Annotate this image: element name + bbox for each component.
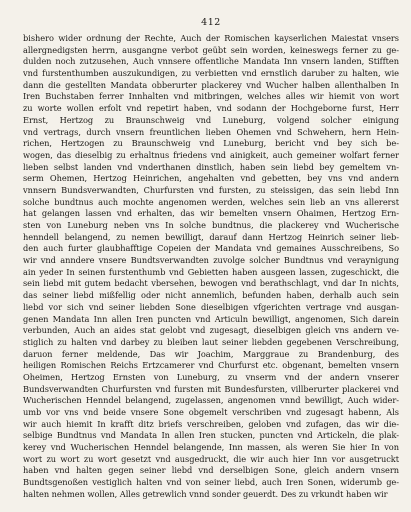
body-text bbox=[23, 33, 399, 501]
text-line: wort zu wort zu wort gesetzt vnd ausgedruckt, die wir auch hier Inn vor ausgetruckt bbox=[23, 453, 399, 464]
text-line: sten von Luneburg neben vns In solche bundtnus, die plackerey vnd Wucherische bbox=[23, 220, 399, 230]
text-line: vnnsern Bundsverwandten, Churfursten vnd fursten, zu steissigen, das sein liebd Inn bbox=[23, 184, 399, 195]
text-line: wir vnd anndere vnsere Bundtsverwandten zuvolge solcher Bundtnus vnd veraynigung bbox=[23, 255, 399, 266]
text-line: vnd vertrags, durch vnsern freuntlichen lieben Ohemen vnd Schwehern, hern Hein- bbox=[23, 126, 399, 137]
text-line: solche bundtnus auch mochte angenomen werden, welches sein lieb an vns allererst bbox=[23, 196, 399, 207]
text-line: dann die gestellten Mandata obberurter plackerey vnd Wucher halben allenthalben In bbox=[23, 79, 399, 90]
text-line: verbunden, Auch an aides stat gelobt vnd zugesagt, dieselbigen gleich vns andern ve- bbox=[23, 325, 399, 336]
text-line: allergnedigsten herrn, ausgangne verbot geübt sein worden, keineswegs ferner zu ge- bbox=[23, 44, 399, 55]
text-line: Bundtsgenoßen vestiglich halten vnd von seiner liebd, auch Iren Sonen, widerumb ge- bbox=[23, 477, 399, 488]
text-line: vnd furstenthumben auszukundigen, zu verbietten vnd ernstlich daruber zu halten, wie bbox=[23, 68, 399, 79]
text-line: hat gelangen lassen vnd erhalten, das wir bemelten vnsern Ohaimen, Hertzog Ern- bbox=[23, 208, 399, 219]
text-line: sein liebd mit gutem bedacht vbersehen, bewogen vnd berathschlagt, vnd dar In nichts, bbox=[23, 278, 399, 289]
text-line: liebd vor sich vnd seiner liebden Sone dieselbigen vfgerichten vertrage vnd ausgan- bbox=[23, 301, 399, 312]
text-line: lieben selbst landen vnd vnderthanen dinstlich, haben sein liebd bey gemeltem vn- bbox=[23, 161, 399, 172]
text-line: wogen, das dieselbig zu erhaltnus friedens vnd ainigkeit, auch gemeiner wolfart ferner bbox=[23, 149, 399, 160]
text-line: Iren Buchstaben ferrer Innhalten vnd mitbringen, welches alles wir hiemit von wort bbox=[23, 91, 399, 102]
text-line: Oheimen, Hertzog Ernsten von Luneburg, zu vnserm vnd der andern vnserer bbox=[23, 371, 399, 382]
text-line: genen Mandata Inn allen Iren puncten vnd Articuln bewilligt, angenomen, Sich darein bbox=[23, 313, 399, 324]
text-line: dulden noch zutzusehen, Auch vnnsere offentliche Mandata Inn vnsern landen, Stifften bbox=[23, 56, 399, 67]
text-line: Ernst, Hertzog zu Braunschweig vnd Luneburg, volgend solcher einigung bbox=[23, 114, 399, 125]
text-line: stiglich zu halten vnd darbey zu bleiben laut seiner liebden gegebenen Verschreibung, bbox=[23, 336, 399, 347]
text-line: heiligen Romischen Reichs Ertzcamerer vnd Churfurst etc. obgenant, bemelten vnsern bbox=[23, 360, 399, 371]
text-line: das seiner liebd mißfellig oder nicht annemlich, befunden haben, derhalb auch sein bbox=[23, 290, 399, 301]
text-line: bishero wider ordnung der Rechte, Auch der Romischen kayserlichen Maiestat vnsers bbox=[23, 33, 399, 43]
text-line: richen, Hertzogen zu Braunschweig vnd Luneburg, bericht vnd bey sich be- bbox=[23, 138, 399, 149]
text-line: haben vnd halten gegen seiner liebd vnd derselbigen Sone, gleich andern vnsern bbox=[23, 465, 399, 476]
text-line: Bundsverwandten Churfursten vnd fursten mit Bundesfursten, villberurter plackerei vnd bbox=[23, 383, 399, 394]
text-line: selbige Bundtnus vnd Mandata In allen Iren stucken, puncten vnd Artickeln, die plak- bbox=[23, 430, 399, 441]
text-line: kerey vnd Wucherischen Henndel belangende, Inn massen, als weren Sie hier In von bbox=[23, 442, 399, 453]
text-line: Wucherischen Henndel belangend, zugelassen, angenomen vnnd bewilligt, Auch wider- bbox=[23, 395, 399, 406]
text-line: zu worte wollen erfolt vnd repetirt haben, vnd sodann der Hochgeborne furst, Herr bbox=[23, 103, 399, 114]
text-line: ain yeder In seinen furstenthumb vnd Gebietten haben ausgeen lassen, zugeschickt, die bbox=[23, 266, 399, 277]
page-number: 412 bbox=[201, 17, 221, 28]
text-line: daruon ferner meldende, Das wir Joachim, Marggraue zu Brandenburg, des bbox=[23, 348, 399, 359]
text-line: henndell belangend, zu nemen bewilligt, darauf dann Hertzog Heinrich seiner lieb- bbox=[23, 231, 399, 242]
text-line: den auch furter glaubhafftige Copeien der Mandata vnd gemaines Ausschreibens, So bbox=[23, 243, 399, 254]
text-line: umb vor vns vnd beide vnsere Sone obgemelt verschriben vnd zugesagt habenn, Als bbox=[23, 407, 399, 417]
text-line: wir auch hiemit In krafft ditz briefs verschreiben, geloben vnd zufagen, das wir die- bbox=[23, 418, 399, 429]
text-line: serm Ohemen, Hertzog Heinrichen, angehalten vnd gebetten, bey vns vnd andern bbox=[23, 173, 399, 184]
text-line: halten nehmen wollen, Alles getrewlich vnnd sonder geuerdt. Des zu vrkundt haben wir bbox=[23, 488, 388, 499]
